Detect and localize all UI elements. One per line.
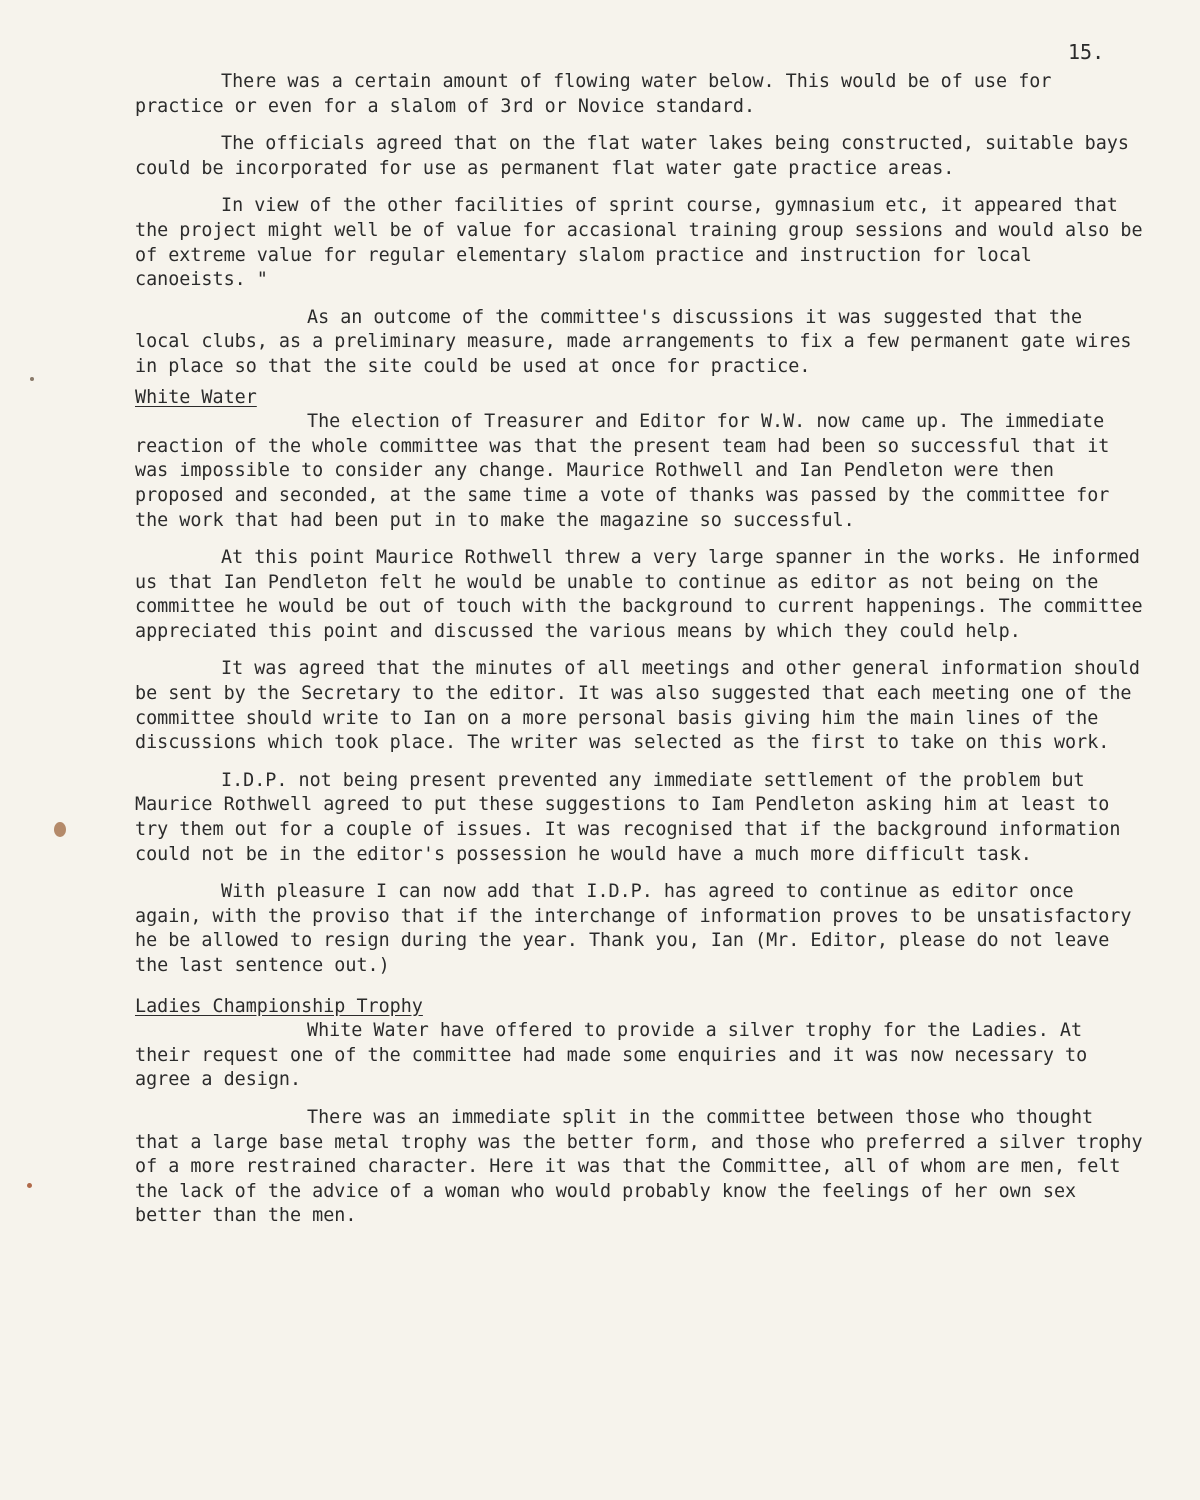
document-body xyxy=(135,70,1145,1242)
paragraph: The election of Treasurer and Editor for W.W. now came up. The immediate reaction of the whole committee was that the present team had been so successful that it was impossible to consider any change. Maurice Rothwell and Ian Pendleton were then proposed and seconded, at the same time a vote of thanks was passed by the committee for the work that had been put in to make the magazine so successful. xyxy=(135,411,1110,531)
page-number: 15. xyxy=(1068,40,1105,64)
paragraph: As an outcome of the committee's discussions it was suggested that the local clubs, as a preliminary measure, made arrangements to fix a few permanent gate wires in place so that the site could be used at once for practice. xyxy=(135,306,1132,377)
paragraph: I.D.P. not being present prevented any immediate settlement of the problem but Maurice Rothwell agreed to put these suggestions to Iam Pendleton asking him at least to try them out for a couple of issues. It was recognised that if the background information could not be in the editor's possession he would have a much more difficult task. xyxy=(135,769,1121,865)
paragraph: White Water have offered to provide a silver trophy for the Ladies. At their request one of the committee had made some enquiries and it was now necessary to agree a design. xyxy=(135,1020,1088,1091)
paragraph: With pleasure I can now add that I.D.P. has agreed to continue as editor once again, with the proviso that if the interchange of information proves to be unsatisfactory he be allowed to resign during the year. Thank you, Ian (Mr. Editor, please do not leave the last sentence out.) xyxy=(135,881,1132,976)
section-heading-white-water: White Water xyxy=(135,386,257,408)
paragraph: In view of the other facilities of sprint course, gymnasium etc, it appeared that the project might well be of value for accasional training group sessions and would also be of extreme value for regular elementary slalom practice and instruction for local canoeists. " xyxy=(135,195,1143,291)
section-heading-ladies-trophy: Ladies Championship Trophy xyxy=(135,995,423,1017)
paper-speck xyxy=(30,377,34,381)
paragraph: There was a certain amount of flowing water below. This would be of use for practice or even for a slalom of 3rd or Novice standard. xyxy=(135,71,1052,117)
paragraph: The officials agreed that on the flat water lakes being constructed, suitable bays could be incorporated for use as permanent flat water gate practice areas. xyxy=(135,133,1129,179)
paragraph: It was agreed that the minutes of all meetings and other general information should be sent by the Secretary to the editor. It was also suggested that each meeting one of the committee should write to Ian on a more personal basis giving him the main lines of the discussions which took place. The writer was selected as the first to take on this work. xyxy=(135,658,1140,754)
paragraph: There was an immediate split in the committee between those who thought that a large base metal trophy was the better form, and those who preferred a silver trophy of a more restrained character. Here it was that the Committee, all of whom are men, felt the lack of the advice of a woman who would probably know the feelings of her own sex better than the men. xyxy=(135,1106,1143,1227)
paper-stain xyxy=(54,822,66,837)
paragraph: At this point Maurice Rothwell threw a very large spanner in the works. He informed us that Ian Pendleton felt he would be unable to continue as editor as not being on the committee he would be out of touch with the background to current happenings. The committee appreciated this point and discussed the various means by which they could help. xyxy=(135,547,1143,642)
paper-speck xyxy=(27,1183,32,1188)
